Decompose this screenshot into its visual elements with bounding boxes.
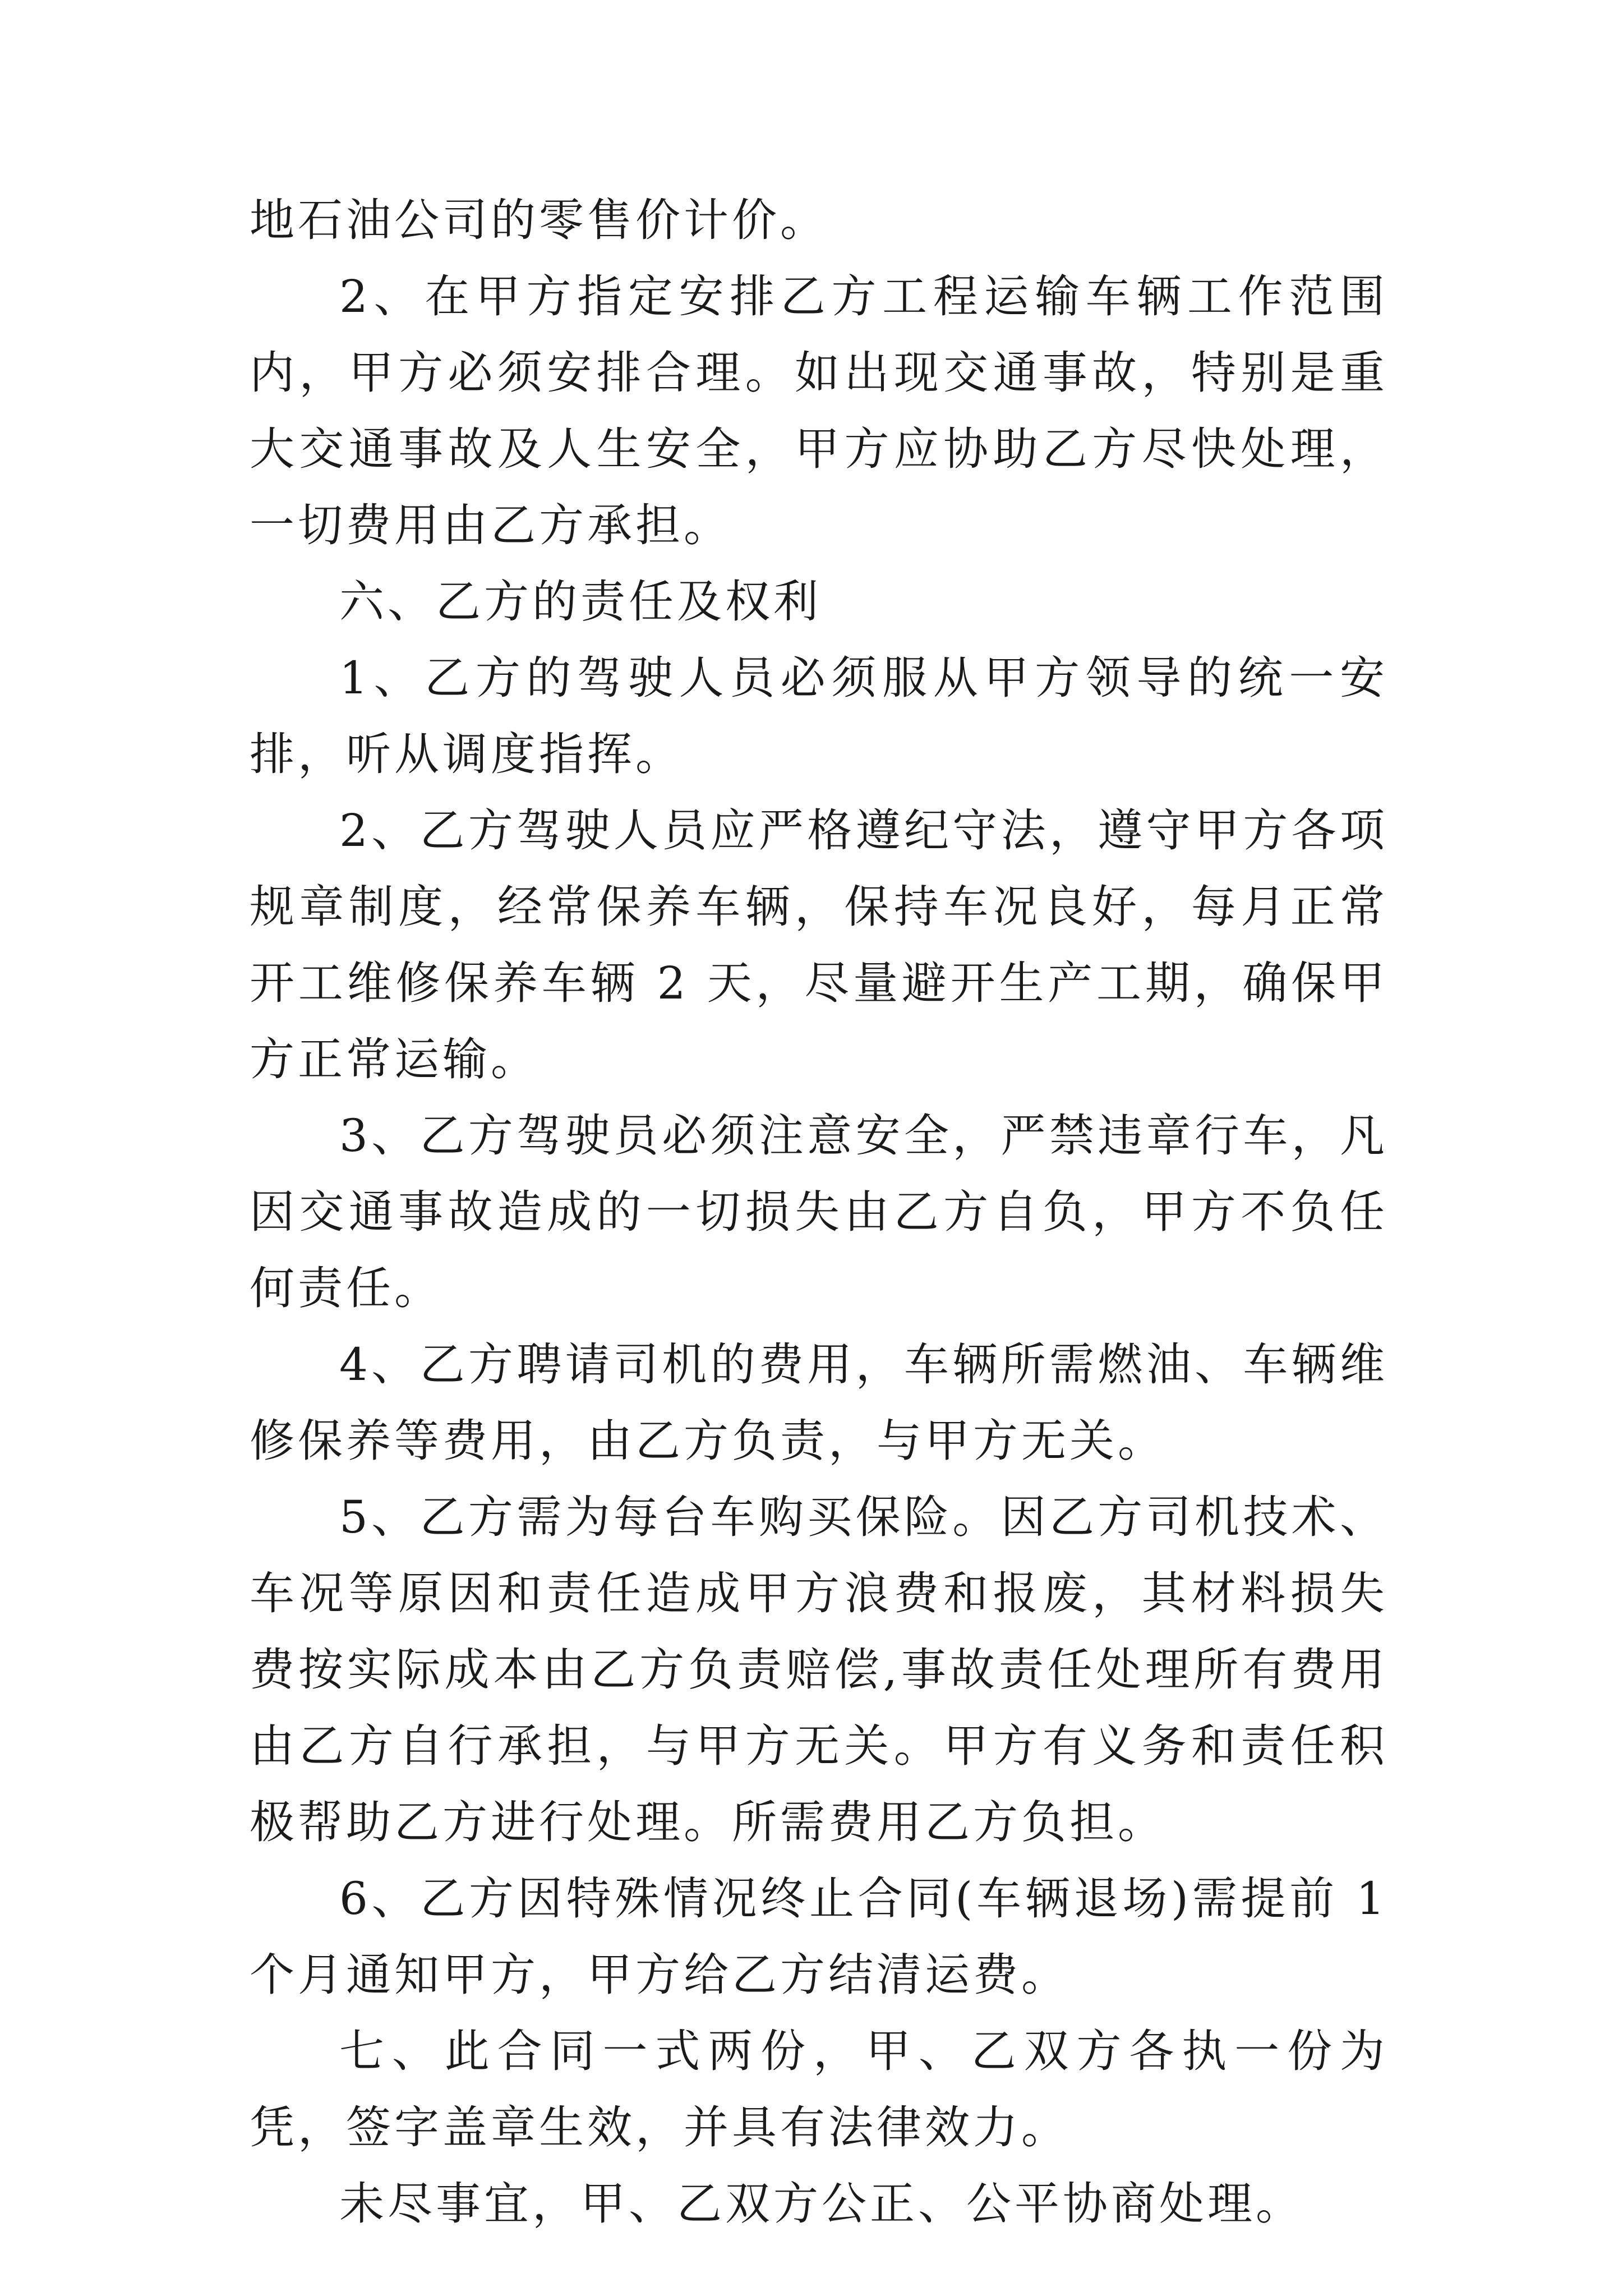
paragraph: 3、乙方驾驶员必须注意安全，严禁违章行车，凡因交通事故造成的一切损失由乙方自负，甲方不负任何责任。 bbox=[250, 1110, 1388, 1314]
document-body bbox=[250, 182, 1388, 2242]
paragraph: 未尽事宜，甲、乙双方公正、公平协商处理。 bbox=[339, 2178, 1304, 2230]
paragraph: 6、乙方因特殊情况终止合同(车辆退场)需提前 1 个月通知甲方，甲方给乙方结清运费。 bbox=[250, 1872, 1388, 2001]
section-heading: 七、此合同一式两份，甲、乙双方各执一份为凭，签字盖章生效，并具有法律效力。 bbox=[250, 2025, 1388, 2154]
paragraph: 4、乙方聘请司机的费用，车辆所需燃油、车辆维修保养等费用，由乙方负责，与甲方无关。 bbox=[250, 1338, 1388, 1467]
paragraph: 5、乙方需为每台车购买保险。因乙方司机技术、车况等原因和责任造成甲方浪费和报废，其材料损失费按实际成本由乙方负责赔偿,事故责任处理所有费用由乙方自行承担，与甲方无关。甲方有义务和责任积极帮助乙方进行处理。所需费用乙方负担。 bbox=[250, 1491, 1388, 1848]
section-heading: 六、乙方的责任及权利 bbox=[339, 576, 822, 628]
paragraph: 1、乙方的驾驶人员必须服从甲方领导的统一安排，听从调度指挥。 bbox=[250, 652, 1388, 780]
paragraph: 2、在甲方指定安排乙方工程运输车辆工作范围内，甲方必须安排合理。如出现交通事故，特别是重大交通事故及人生安全，甲方应协助乙方尽快处理，一切费用由乙方承担。 bbox=[250, 270, 1388, 551]
paragraph: 2、乙方驾驶人员应严格遵纪守法，遵守甲方各项规章制度，经常保养车辆，保持车况良好，每月正常开工维修保养车辆 2 天，尽量避开生产工期，确保甲方正常运输。 bbox=[250, 804, 1388, 1085]
paragraph: 地石油公司的零售价计价。 bbox=[250, 194, 828, 246]
